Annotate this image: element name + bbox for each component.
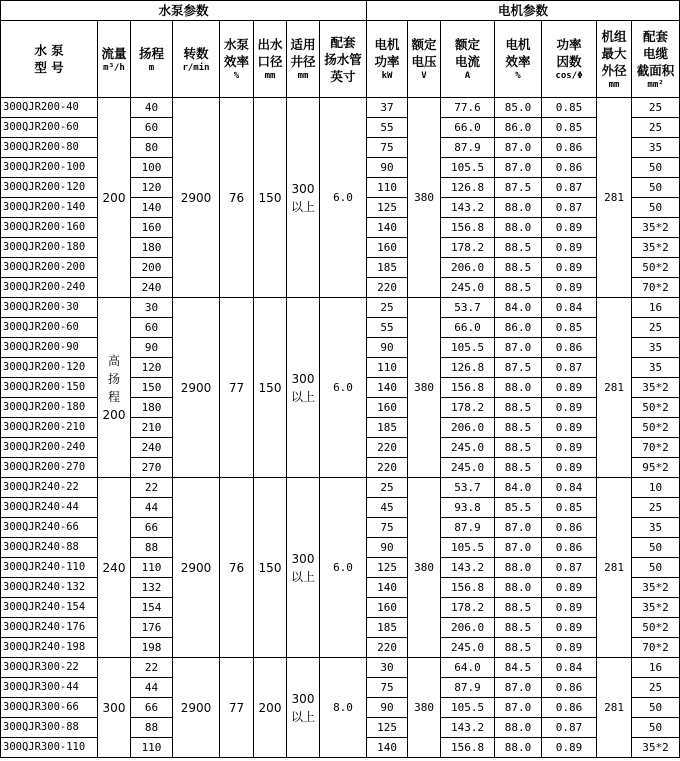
head-cell: 80	[131, 138, 173, 158]
motor-power-cell: 140	[367, 578, 408, 598]
power-factor-cell: 0.89	[542, 238, 597, 258]
head-cell: 132	[131, 578, 173, 598]
head-cell: 90	[131, 338, 173, 358]
motor-power-cell: 140	[367, 378, 408, 398]
rated-voltage-cell: 380	[408, 478, 441, 658]
motor-power-cell: 140	[367, 218, 408, 238]
head-cell: 198	[131, 638, 173, 658]
pipe-size-cell: 6.0	[320, 98, 367, 298]
rated-current-cell: 66.0	[441, 318, 495, 338]
motor-efficiency-cell: 88.5	[495, 398, 542, 418]
max-outer-diameter-cell: 281	[597, 298, 632, 478]
motor-efficiency-cell: 86.0	[495, 118, 542, 138]
model-cell: 300QJR200-90	[1, 338, 98, 358]
col-header-max-outer-diameter: 机组 最大 外径 mm	[597, 21, 632, 98]
model-cell: 300QJR240-88	[1, 538, 98, 558]
head-cell: 210	[131, 418, 173, 438]
rated-current-cell: 245.0	[441, 638, 495, 658]
rated-current-cell: 87.9	[441, 138, 495, 158]
rated-current-cell: 87.9	[441, 518, 495, 538]
power-factor-cell: 0.84	[542, 658, 597, 678]
motor-power-cell: 45	[367, 498, 408, 518]
power-factor-cell: 0.89	[542, 258, 597, 278]
cable-section-cell: 50	[632, 198, 680, 218]
rated-current-cell: 93.8	[441, 498, 495, 518]
col-unit-pump-efficiency: %	[233, 71, 240, 81]
motor-power-cell: 140	[367, 738, 408, 758]
motor-power-cell: 90	[367, 698, 408, 718]
rated-current-cell: 206.0	[441, 418, 495, 438]
cable-section-cell: 25	[632, 118, 680, 138]
model-cell: 300QJR300-110	[1, 738, 98, 758]
head-cell: 88	[131, 538, 173, 558]
motor-efficiency-cell: 87.0	[495, 138, 542, 158]
cable-section-cell: 50	[632, 158, 680, 178]
motor-efficiency-cell: 88.0	[495, 578, 542, 598]
pump-efficiency-cell: 76	[220, 98, 254, 298]
motor-power-cell: 75	[367, 518, 408, 538]
cable-section-cell: 50	[632, 698, 680, 718]
model-cell: 300QJR200-210	[1, 418, 98, 438]
head-cell: 240	[131, 278, 173, 298]
model-cell: 300QJR240-154	[1, 598, 98, 618]
head-cell: 150	[131, 378, 173, 398]
head-cell: 110	[131, 558, 173, 578]
head-cell: 270	[131, 458, 173, 478]
cable-section-cell: 35*2	[632, 578, 680, 598]
cable-section-cell: 50*2	[632, 618, 680, 638]
power-factor-cell: 0.87	[542, 178, 597, 198]
motor-efficiency-cell: 88.5	[495, 598, 542, 618]
col-header-speed: 转数 r/min	[173, 21, 220, 98]
table-body	[1, 98, 680, 758]
rated-current-cell: 53.7	[441, 478, 495, 498]
motor-efficiency-cell: 88.5	[495, 258, 542, 278]
motor-efficiency-cell: 87.0	[495, 538, 542, 558]
pump-efficiency-cell: 77	[220, 658, 254, 758]
motor-power-cell: 185	[367, 258, 408, 278]
rated-current-cell: 105.5	[441, 698, 495, 718]
rated-current-cell: 126.8	[441, 178, 495, 198]
speed-cell: 2900	[173, 658, 220, 758]
pump-efficiency-cell: 77	[220, 298, 254, 478]
motor-efficiency-cell: 88.5	[495, 438, 542, 458]
motor-efficiency-cell: 84.0	[495, 478, 542, 498]
model-cell: 300QJR200-240	[1, 438, 98, 458]
motor-efficiency-cell: 87.0	[495, 678, 542, 698]
model-cell: 300QJR300-88	[1, 718, 98, 738]
well-diameter-cell: 300 以上	[287, 658, 320, 758]
cable-section-cell: 50*2	[632, 398, 680, 418]
cable-section-cell: 70*2	[632, 638, 680, 658]
power-factor-cell: 0.89	[542, 598, 597, 618]
motor-power-cell: 160	[367, 238, 408, 258]
head-cell: 60	[131, 318, 173, 338]
motor-efficiency-cell: 88.5	[495, 458, 542, 478]
rated-current-cell: 143.2	[441, 718, 495, 738]
cable-section-cell: 35	[632, 338, 680, 358]
rated-current-cell: 245.0	[441, 438, 495, 458]
cable-section-cell: 50*2	[632, 418, 680, 438]
model-cell: 300QJR200-240	[1, 278, 98, 298]
cable-section-cell: 35	[632, 518, 680, 538]
col-unit-max-outer-diameter: mm	[608, 79, 620, 90]
motor-power-cell: 160	[367, 598, 408, 618]
cable-section-cell: 50	[632, 178, 680, 198]
col-unit-speed: r/min	[182, 62, 210, 73]
motor-power-cell: 160	[367, 398, 408, 418]
head-cell: 40	[131, 98, 173, 118]
cable-section-cell: 35*2	[632, 218, 680, 238]
head-cell: 100	[131, 158, 173, 178]
rated-current-cell: 143.2	[441, 558, 495, 578]
rated-current-cell: 53.7	[441, 298, 495, 318]
rated-voltage-cell: 380	[408, 298, 441, 478]
motor-efficiency-cell: 87.5	[495, 178, 542, 198]
rated-current-cell: 245.0	[441, 278, 495, 298]
table-row	[1, 478, 680, 498]
cable-section-cell: 50*2	[632, 258, 680, 278]
power-factor-cell: 0.86	[542, 138, 597, 158]
head-cell: 22	[131, 478, 173, 498]
cable-section-cell: 35	[632, 358, 680, 378]
motor-power-cell: 185	[367, 618, 408, 638]
rated-current-cell: 64.0	[441, 658, 495, 678]
model-cell: 300QJR300-22	[1, 658, 98, 678]
rated-current-cell: 126.8	[441, 358, 495, 378]
power-factor-cell: 0.89	[542, 578, 597, 598]
motor-efficiency-cell: 88.5	[495, 238, 542, 258]
head-cell: 200	[131, 258, 173, 278]
rated-current-cell: 156.8	[441, 218, 495, 238]
motor-power-cell: 90	[367, 338, 408, 358]
outlet-diameter-cell: 150	[254, 98, 287, 298]
rated-current-cell: 206.0	[441, 258, 495, 278]
rated-current-cell: 156.8	[441, 378, 495, 398]
motor-efficiency-cell: 88.0	[495, 378, 542, 398]
pipe-size-cell: 6.0	[320, 298, 367, 478]
head-cell: 66	[131, 698, 173, 718]
head-cell: 60	[131, 118, 173, 138]
power-factor-cell: 0.86	[542, 158, 597, 178]
power-factor-cell: 0.86	[542, 698, 597, 718]
motor-efficiency-cell: 88.5	[495, 638, 542, 658]
pump-params-header: 水泵参数	[1, 1, 367, 21]
col-header-motor-power: 电机 功率 kW	[367, 21, 408, 98]
cable-section-cell: 35	[632, 138, 680, 158]
rated-current-cell: 178.2	[441, 238, 495, 258]
power-factor-cell: 0.85	[542, 318, 597, 338]
table-row	[1, 658, 680, 678]
head-cell: 160	[131, 218, 173, 238]
motor-efficiency-cell: 88.5	[495, 278, 542, 298]
motor-power-cell: 125	[367, 198, 408, 218]
motor-power-cell: 125	[367, 718, 408, 738]
rated-current-cell: 87.9	[441, 678, 495, 698]
motor-power-cell: 220	[367, 638, 408, 658]
model-cell: 300QJR200-120	[1, 358, 98, 378]
motor-params-header: 电机参数	[367, 1, 680, 21]
rated-current-cell: 178.2	[441, 398, 495, 418]
motor-efficiency-cell: 88.5	[495, 418, 542, 438]
power-factor-cell: 0.89	[542, 638, 597, 658]
model-cell: 300QJR240-132	[1, 578, 98, 598]
col-unit-head: m	[148, 62, 155, 73]
model-cell: 300QJR200-80	[1, 138, 98, 158]
rated-current-cell: 105.5	[441, 538, 495, 558]
outlet-diameter-cell: 150	[254, 478, 287, 658]
col-unit-motor-power: kW	[381, 71, 393, 81]
power-factor-cell: 0.89	[542, 458, 597, 478]
motor-power-cell: 55	[367, 118, 408, 138]
cable-section-cell: 35*2	[632, 598, 680, 618]
speed-cell: 2900	[173, 98, 220, 298]
cable-section-cell: 25	[632, 318, 680, 338]
rated-current-cell: 178.2	[441, 598, 495, 618]
cable-section-cell: 16	[632, 298, 680, 318]
pipe-size-cell: 6.0	[320, 478, 367, 658]
model-cell: 300QJR240-198	[1, 638, 98, 658]
power-factor-cell: 0.85	[542, 118, 597, 138]
head-cell: 140	[131, 198, 173, 218]
model-cell: 300QJR240-66	[1, 518, 98, 538]
col-header-rated-voltage: 额定 电压 V	[408, 21, 441, 98]
model-cell: 300QJR200-180	[1, 398, 98, 418]
motor-efficiency-cell: 88.0	[495, 218, 542, 238]
cable-section-cell: 50	[632, 558, 680, 578]
col-unit-well-diameter: mm	[297, 71, 309, 81]
table-row	[1, 98, 680, 118]
model-cell: 300QJR200-270	[1, 458, 98, 478]
motor-efficiency-cell: 88.0	[495, 198, 542, 218]
speed-cell: 2900	[173, 478, 220, 658]
cable-section-cell: 35*2	[632, 378, 680, 398]
col-header-outlet-diameter: 出水 口径 mm	[254, 21, 287, 98]
motor-power-cell: 75	[367, 678, 408, 698]
motor-power-cell: 220	[367, 438, 408, 458]
pipe-size-cell: 8.0	[320, 658, 367, 758]
model-cell: 300QJR240-176	[1, 618, 98, 638]
motor-efficiency-cell: 87.0	[495, 518, 542, 538]
power-factor-cell: 0.89	[542, 218, 597, 238]
motor-power-cell: 90	[367, 158, 408, 178]
head-cell: 154	[131, 598, 173, 618]
power-factor-cell: 0.86	[542, 538, 597, 558]
col-header-head: 扬程 m	[131, 21, 173, 98]
cable-section-cell: 10	[632, 478, 680, 498]
rated-current-cell: 206.0	[441, 618, 495, 638]
col-header-power-factor: 功率 因数 cos/Φ	[542, 21, 597, 98]
power-factor-cell: 0.86	[542, 678, 597, 698]
cable-section-cell: 35*2	[632, 738, 680, 758]
well-diameter-cell: 300 以上	[287, 478, 320, 658]
max-outer-diameter-cell: 281	[597, 478, 632, 658]
motor-power-cell: 55	[367, 318, 408, 338]
power-factor-cell: 0.89	[542, 418, 597, 438]
motor-power-cell: 220	[367, 458, 408, 478]
power-factor-cell: 0.86	[542, 338, 597, 358]
rated-current-cell: 245.0	[441, 458, 495, 478]
head-cell: 88	[131, 718, 173, 738]
model-cell: 300QJR200-160	[1, 218, 98, 238]
head-cell: 44	[131, 498, 173, 518]
model-cell: 300QJR200-120	[1, 178, 98, 198]
motor-power-cell: 125	[367, 558, 408, 578]
motor-efficiency-cell: 86.0	[495, 318, 542, 338]
motor-power-cell: 110	[367, 178, 408, 198]
cable-section-cell: 35*2	[632, 238, 680, 258]
motor-power-cell: 75	[367, 138, 408, 158]
cable-section-cell: 50	[632, 538, 680, 558]
max-outer-diameter-cell: 281	[597, 658, 632, 758]
cable-section-cell: 16	[632, 658, 680, 678]
power-factor-cell: 0.89	[542, 278, 597, 298]
model-cell: 300QJR200-150	[1, 378, 98, 398]
speed-cell: 2900	[173, 298, 220, 478]
rated-current-cell: 77.6	[441, 98, 495, 118]
model-cell: 300QJR300-44	[1, 678, 98, 698]
model-cell: 300QJR240-22	[1, 478, 98, 498]
well-diameter-cell: 300 以上	[287, 98, 320, 298]
head-cell: 30	[131, 298, 173, 318]
rated-current-cell: 143.2	[441, 198, 495, 218]
pump-efficiency-cell: 76	[220, 478, 254, 658]
power-factor-cell: 0.87	[542, 718, 597, 738]
head-cell: 66	[131, 518, 173, 538]
power-factor-cell: 0.89	[542, 438, 597, 458]
motor-power-cell: 25	[367, 478, 408, 498]
motor-efficiency-cell: 88.5	[495, 618, 542, 638]
col-unit-outlet-diameter: mm	[264, 71, 276, 81]
motor-efficiency-cell: 87.0	[495, 158, 542, 178]
power-factor-cell: 0.85	[542, 498, 597, 518]
model-cell: 300QJR200-140	[1, 198, 98, 218]
flow-cell: 300	[98, 658, 131, 758]
rated-current-cell: 66.0	[441, 118, 495, 138]
power-factor-cell: 0.87	[542, 358, 597, 378]
col-header-pump-efficiency: 水泵 效率 %	[220, 21, 254, 98]
model-cell: 300QJR200-180	[1, 238, 98, 258]
power-factor-cell: 0.87	[542, 558, 597, 578]
col-unit-motor-efficiency: %	[515, 71, 521, 81]
motor-efficiency-cell: 87.0	[495, 698, 542, 718]
col-unit-cable-section: mm²	[647, 79, 664, 90]
motor-efficiency-cell: 85.0	[495, 98, 542, 118]
rated-current-cell: 156.8	[441, 738, 495, 758]
model-cell: 300QJR200-40	[1, 98, 98, 118]
head-cell: 120	[131, 178, 173, 198]
col-unit-rated-current: A	[464, 71, 471, 81]
power-factor-cell: 0.87	[542, 198, 597, 218]
model-cell: 300QJR200-60	[1, 118, 98, 138]
col-header-well-diameter: 适用 井径 mm	[287, 21, 320, 98]
table-header	[1, 1, 680, 98]
motor-power-cell: 37	[367, 98, 408, 118]
table-row	[1, 298, 680, 318]
head-cell: 22	[131, 658, 173, 678]
motor-efficiency-cell: 87.5	[495, 358, 542, 378]
rated-current-cell: 105.5	[441, 338, 495, 358]
motor-efficiency-cell: 88.0	[495, 558, 542, 578]
max-outer-diameter-cell: 281	[597, 98, 632, 298]
motor-efficiency-cell: 88.0	[495, 738, 542, 758]
motor-efficiency-cell: 88.0	[495, 718, 542, 738]
motor-efficiency-cell: 85.5	[495, 498, 542, 518]
power-factor-cell: 0.89	[542, 378, 597, 398]
col-unit-power-factor: cos/Φ	[555, 71, 583, 81]
flow-cell: 240	[98, 478, 131, 658]
col-unit-rated-voltage: V	[421, 71, 427, 81]
power-factor-cell: 0.89	[542, 398, 597, 418]
model-cell: 300QJR200-60	[1, 318, 98, 338]
head-cell: 110	[131, 738, 173, 758]
motor-power-cell: 90	[367, 538, 408, 558]
cable-section-cell: 95*2	[632, 458, 680, 478]
motor-efficiency-cell: 87.0	[495, 338, 542, 358]
motor-efficiency-cell: 84.5	[495, 658, 542, 678]
power-factor-cell: 0.89	[542, 738, 597, 758]
outlet-diameter-cell: 200	[254, 658, 287, 758]
rated-current-cell: 156.8	[441, 578, 495, 598]
motor-efficiency-cell: 84.0	[495, 298, 542, 318]
model-cell: 300QJR240-44	[1, 498, 98, 518]
cable-section-cell: 70*2	[632, 438, 680, 458]
well-diameter-cell: 300 以上	[287, 298, 320, 478]
model-cell: 300QJR200-100	[1, 158, 98, 178]
head-cell: 176	[131, 618, 173, 638]
power-factor-cell: 0.85	[542, 98, 597, 118]
motor-power-cell: 220	[367, 278, 408, 298]
model-cell: 300QJR200-200	[1, 258, 98, 278]
col-unit-flow: m³/h	[103, 62, 125, 73]
head-cell: 180	[131, 398, 173, 418]
outlet-diameter-cell: 150	[254, 298, 287, 478]
model-cell: 300QJR300-66	[1, 698, 98, 718]
motor-power-cell: 110	[367, 358, 408, 378]
rated-voltage-cell: 380	[408, 658, 441, 758]
motor-power-cell: 185	[367, 418, 408, 438]
model-cell: 300QJR240-110	[1, 558, 98, 578]
power-factor-cell: 0.84	[542, 298, 597, 318]
col-header-pipe-size: 配套 扬水管 英寸	[320, 21, 367, 98]
power-factor-cell: 0.86	[542, 518, 597, 538]
flow-cell: 200	[98, 98, 131, 298]
col-header-rated-current: 额定 电流 A	[441, 21, 495, 98]
motor-power-cell: 30	[367, 658, 408, 678]
motor-power-cell: 25	[367, 298, 408, 318]
power-factor-cell: 0.89	[542, 618, 597, 638]
head-cell: 44	[131, 678, 173, 698]
head-cell: 240	[131, 438, 173, 458]
col-header-model: 水 泵 型 号	[1, 21, 98, 98]
cable-section-cell: 25	[632, 98, 680, 118]
rated-voltage-cell: 380	[408, 98, 441, 298]
col-header-flow: 流量 m³/h	[98, 21, 131, 98]
power-factor-cell: 0.84	[542, 478, 597, 498]
flow-cell: 高 扬 程 200	[98, 298, 131, 478]
head-cell: 120	[131, 358, 173, 378]
col-header-motor-efficiency: 电机 效率 %	[495, 21, 542, 98]
rated-current-cell: 105.5	[441, 158, 495, 178]
model-cell: 300QJR200-30	[1, 298, 98, 318]
col-header-cable-section: 配套 电缆 截面积 mm²	[632, 21, 680, 98]
cable-section-cell: 25	[632, 678, 680, 698]
cable-section-cell: 25	[632, 498, 680, 518]
cable-section-cell: 50	[632, 718, 680, 738]
head-cell: 180	[131, 238, 173, 258]
cable-section-cell: 70*2	[632, 278, 680, 298]
